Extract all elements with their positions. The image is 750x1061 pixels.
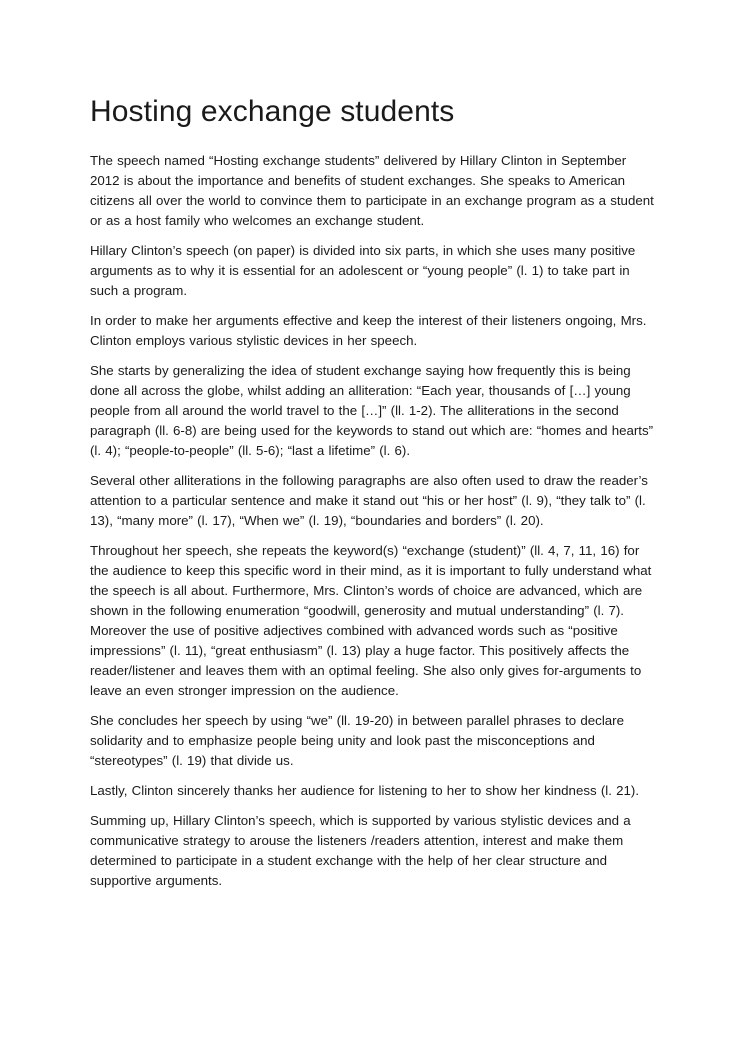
paragraph-stylistic-devices: In order to make her arguments effective and keep the interest of their listeners ongoing, Mrs. Clinton employs various stylistic devices in her speech. (90, 313, 647, 348)
paragraph-alliterations-opening: She starts by generalizing the idea of student exchange saying how frequently this is being done all across the globe, whilst adding an alliteration: “Each year, thousands of […] young people from all around the world travel to the […]” (ll. 1-2). The alliterations in the second paragraph (ll. 6-8) are being used for the keywords to stand out which are: “homes and hearts” (l. 4); “people-to-people” (ll. 5-6); “last a lifetime” (l. 6). (90, 363, 654, 458)
paragraph-structure: Hillary Clinton’s speech (on paper) is divided into six parts, in which she uses many positive arguments as to why it is essential for an adolescent or “young people” (l. 1) to take part in such a program. (90, 243, 636, 298)
paragraph-alliterations-further: Several other alliterations in the following paragraphs are also often used to draw the reader’s attention to a particular sentence and make it stand out “his or her host” (l. 9), “they talk to” (l. 13), “many more” (l. 17), “When we” (l. 19), “boundaries and borders” (l. 20). (90, 473, 648, 528)
paragraph-summary: Summing up, Hillary Clinton’s speech, which is supported by various stylistic devices and a communicative strategy to arouse the listeners /readers attention, interest and make them determined to participate in a student exchange with the help of her clear structure and supportive arguments. (90, 813, 631, 888)
paragraph-conclusion-we: She concludes her speech by using “we” (ll. 19-20) in between parallel phrases to declare solidarity and to emphasize people being unity and look past the misconceptions and “stereotypes” (l. 19) that divide us. (90, 713, 624, 768)
document-title: Hosting exchange students (90, 95, 455, 128)
document-page (90, 92, 658, 901)
paragraph-introduction: The speech named “Hosting exchange students” delivered by Hillary Clinton in September 2012 is about the importance and benefits of student exchanges. She speaks to American citizens all over the world to convince them to participate in an exchange program as a student or as a host family who welcomes an exchange student. (90, 153, 654, 228)
paragraph-repetition: Throughout her speech, she repeats the keyword(s) “exchange (student)” (ll. 4, 7, 11, 16) for the audience to keep this specific word in their mind, as it is important to fully understand what the speech is all about. Furthermore, Mrs. Clinton’s words of choice are advanced, which are shown in the following enumeration “goodwill, generosity and mutual understanding” (l. 7). Moreover the use of positive adjectives combined with advanced words such as “positive impressions” (l. 11), “great enthusiasm” (l. 13) play a huge factor. This positively affects the reader/listener and leaves them with an optimal feeling. She also only gives for-arguments to leave an even stronger impression on the audience. (90, 543, 652, 698)
paragraph-thanks: Lastly, Clinton sincerely thanks her audience for listening to her to show her kindness (l. 21). (90, 783, 640, 798)
